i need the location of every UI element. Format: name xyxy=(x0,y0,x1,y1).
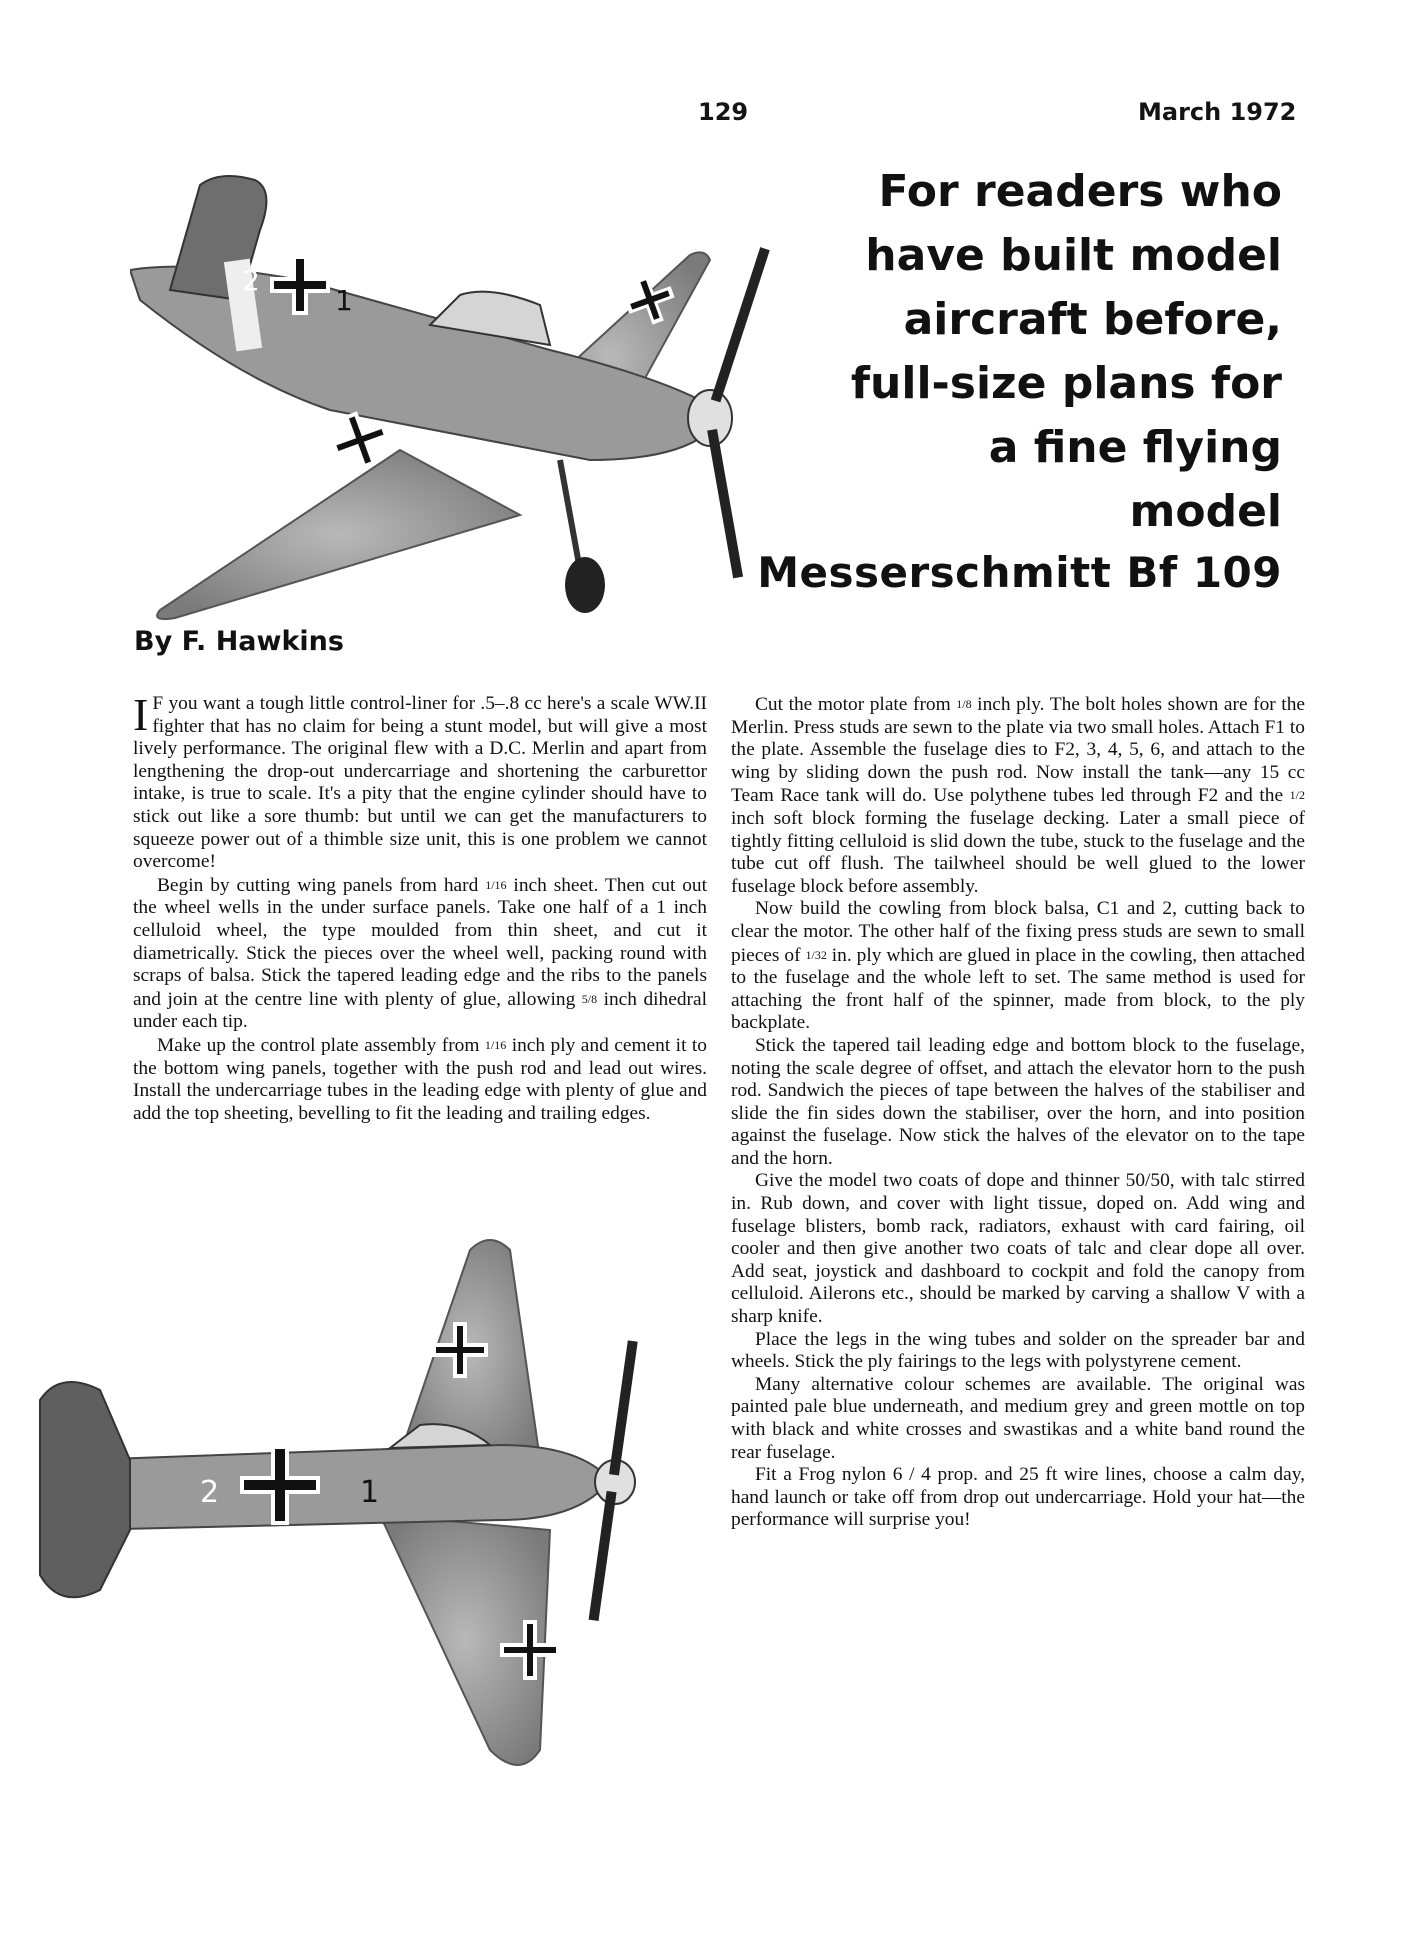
paragraph: Give the model two coats of dope and thinner 50/50, with talc stirred in. Rub down, and cover with light tissue, doped on. Add wing and fuselage blisters, bomb rack, radiators, exhaust with card fairing, oil cooler and then give another two coats of talc and clear dope all over. Add seat, joystick and dashboard to cockpit and fold the canopy from celluloid. Ailerons etc., should be marked by carving a shallow V with a sharp knife. xyxy=(731,1170,1305,1328)
headline: For readers who have built model aircraft before, full-size plans for a fine flying model xyxy=(850,166,1282,537)
paragraph: Begin by cutting wing panels from hard 1/16 inch sheet. Then cut out the wheel wells in the under surface panels. Take one half of a 1 inch celluloid wheel, the type moulded from thin sheet, and cut it diametrically. Stick the pieces over the wheel well, packing round with scraps of balsa. Stick the tapered leading edge and the ribs to the panels and join at the centre line with plenty of glue, allowing 5/8 inch dihedral under each tip. xyxy=(133,874,707,1033)
svg-text:1: 1 xyxy=(335,284,353,317)
paragraph: Make up the control plate assembly from 1/16 inch ply and cement it to the bottom wing panels, together with the push rod and lead out wires. Install the undercarriage tubes in the leading edge with plenty of glue and add the top sheeting, bevelling to fit the leading and trailing edges. xyxy=(133,1034,707,1124)
paragraph: Stick the tapered tail leading edge and bottom block to the fuselage, noting the scale degree of offset, and attach the elevator horn to the push rod. Sandwich the pieces of tape between the halves of the stabiliser and slide the fin sides down the stabiliser, over the horn, and into position against the fuselage. Now stick the halves of the elevator on to the tape and the horn. xyxy=(731,1034,1305,1169)
svg-text:1: 1 xyxy=(360,1475,380,1510)
byline: By F. Hawkins xyxy=(134,626,344,657)
paragraph: Now build the cowling from block balsa, C1 and 2, cutting back to clear the motor. The other half of the fixing press studs are sewn to small pieces of 1/32 in. ply which are glued in place in the cowling, then attached to the fuselage and the whole left to set. The same method is used for attaching the front half of the spinner, made from block, to the ply backplate. xyxy=(731,898,1305,1034)
paragraph: I F you want a tough little control-liner for .5–.8 cc here's a scale WW.II fighter that has no claim for being a stunt model, but will give a most lively performance. The original flew with a D.C. Merlin and apart from lengthening the drop-out undercarriage and shortening the carburettor intake, is true to scale. It's a pity that the engine cylinder should have to stick out like a sore thumb: but until we can get the manufacturers to squeeze power out of a thimble size unit, this is one problem we cannot overcome! xyxy=(133,689,707,873)
paragraph: Cut the motor plate from 1/8 inch ply. The bolt holes shown are for the Merlin. Press studs are sewn to the plate via two small holes. Attach F1 to the plate. Assemble the fuselage dies to F2, 3, 4, 5, 6, and attach to the wing by sliding down the push rod. Now install the tank—any 15 cc Team Race tank will do. Use polythene tubes led through F2 and the 1/2 inch soft block forming the fuselage decking. Later a small piece of tightly fitting celluloid is slid down the tube, stuck to the fuselage and the tube cut off flush. The tailwheel should be well glued to the lower fuselage block before assembly. xyxy=(731,694,1305,897)
paragraph: Many alternative colour schemes are available. The original was painted pale blue underneath, and medium grey and green mottle on top with black and white crosses and swastikas and a white band round the rear fuselage. xyxy=(731,1373,1305,1463)
article-column-left xyxy=(133,689,707,1125)
paragraph: Fit a Frog nylon 6 / 4 prop. and 25 ft wire lines, choose a calm day, hand launch or take off from drop out undercarriage. Hold your hat—the performance will surprise you! xyxy=(731,1464,1305,1531)
drop-cap: I xyxy=(133,689,149,740)
paragraph: Place the legs in the wing tubes and solder on the spreader bar and wheels. Stick the ply fairings to the legs with polystyrene cement. xyxy=(731,1328,1305,1373)
wing-left xyxy=(157,450,520,619)
fuselage xyxy=(80,1445,610,1530)
page-number: 129 xyxy=(698,98,749,126)
article-column-right xyxy=(731,693,1305,1532)
svg-text:2: 2 xyxy=(200,1475,220,1510)
tail-fin xyxy=(40,1382,130,1597)
issue-date: March 1972 xyxy=(1138,98,1297,126)
model-title: Messerschmitt Bf 109 xyxy=(757,548,1282,597)
aircraft-photo-bottom xyxy=(20,1230,720,1790)
svg-text:2: 2 xyxy=(242,264,260,297)
